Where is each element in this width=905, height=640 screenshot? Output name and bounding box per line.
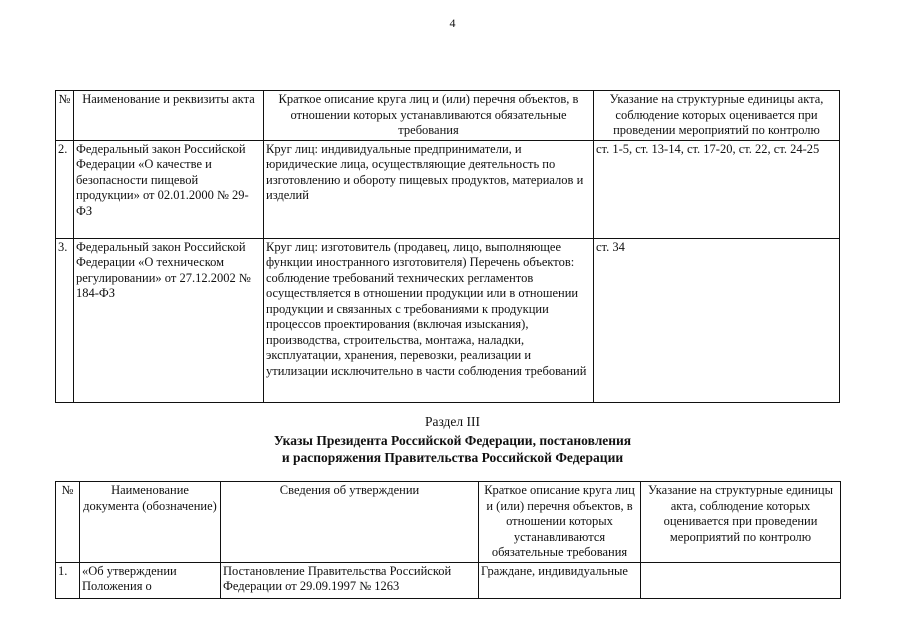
header-structural-units: Указание на структурные единицы акта, соблюдение которых оценивается при проведении мероприятий по контролю	[641, 482, 841, 563]
document-description: Граждане, индивидуальные	[479, 562, 641, 598]
document-structural-units	[641, 562, 841, 598]
table-header-row	[56, 91, 840, 141]
act-name: Федеральный закон Российской Федерации «О качестве и безопасности пищевой продукции» от 02.01.2000 № 29-ФЗ	[74, 140, 264, 238]
header-number: №	[56, 91, 74, 141]
section-title	[0, 432, 905, 466]
act-name: Федеральный закон Российской Федерации «О техническом регулировании» от 27.12.2002 № 184-ФЗ	[74, 238, 264, 402]
row-number: 1.	[56, 562, 80, 598]
section-title-line-1: Указы Президента Российской Федерации, постановления	[273, 433, 632, 448]
header-act-name: Наименование и реквизиты акта	[74, 91, 264, 141]
act-description: Круг лиц: индивидуальные предприниматели, и юридические лица, осуществляющие деятельность по изготовлению и обороту пищевых продуктов, материалов и изделий	[264, 140, 594, 238]
table-row	[56, 238, 840, 402]
header-description: Краткое описание круга лиц и (или) перечня объектов, в отношении которых устанавливаются обязательные требования	[264, 91, 594, 141]
approval-info: Постановление Правительства Российской Федерации от 29.09.1997 № 1263	[221, 562, 479, 598]
act-structural-units: ст. 1-5, ст. 13-14, ст. 17-20, ст. 22, ст. 24-25	[594, 140, 840, 238]
row-number: 3.	[56, 238, 74, 402]
header-approval-info: Сведения об утверждении	[221, 482, 479, 563]
header-description: Краткое описание круга лиц и (или) перечня объектов, в отношении которых устанавливаются обязательные требования	[479, 482, 641, 563]
act-description: Круг лиц: изготовитель (продавец, лицо, выполняющее функции иностранного изготовителя) Перечень объектов: соблюдение требований технических регламентов осуществляется в отношении продукции или в отношении продукции и связанных с требованиями к продукции процессов проектирования (включая изыскания), производства, строительства, монтажа, наладки, эксплуатации, хранения, перевозки, реализации и утилизации исключительно в части соблюдения требований	[264, 238, 594, 402]
acts-table	[55, 90, 840, 403]
table-header-row	[56, 482, 841, 563]
page-number: 4	[449, 16, 456, 30]
section-label: Раздел III	[424, 414, 481, 429]
document-name: «Об утверждении Положения о	[80, 562, 221, 598]
table-row	[56, 562, 841, 598]
act-structural-units: ст. 34	[594, 238, 840, 402]
row-number: 2.	[56, 140, 74, 238]
header-structural-units: Указание на структурные единицы акта, соблюдение которых оценивается при проведении мероприятий по контролю	[594, 91, 840, 141]
header-number: №	[56, 482, 80, 563]
header-document-name: Наименование документа (обозначение)	[80, 482, 221, 563]
section-title-line-2: и распоряжения Правительства Российской Федерации	[281, 450, 624, 465]
decrees-table	[55, 481, 841, 599]
table-row	[56, 140, 840, 238]
